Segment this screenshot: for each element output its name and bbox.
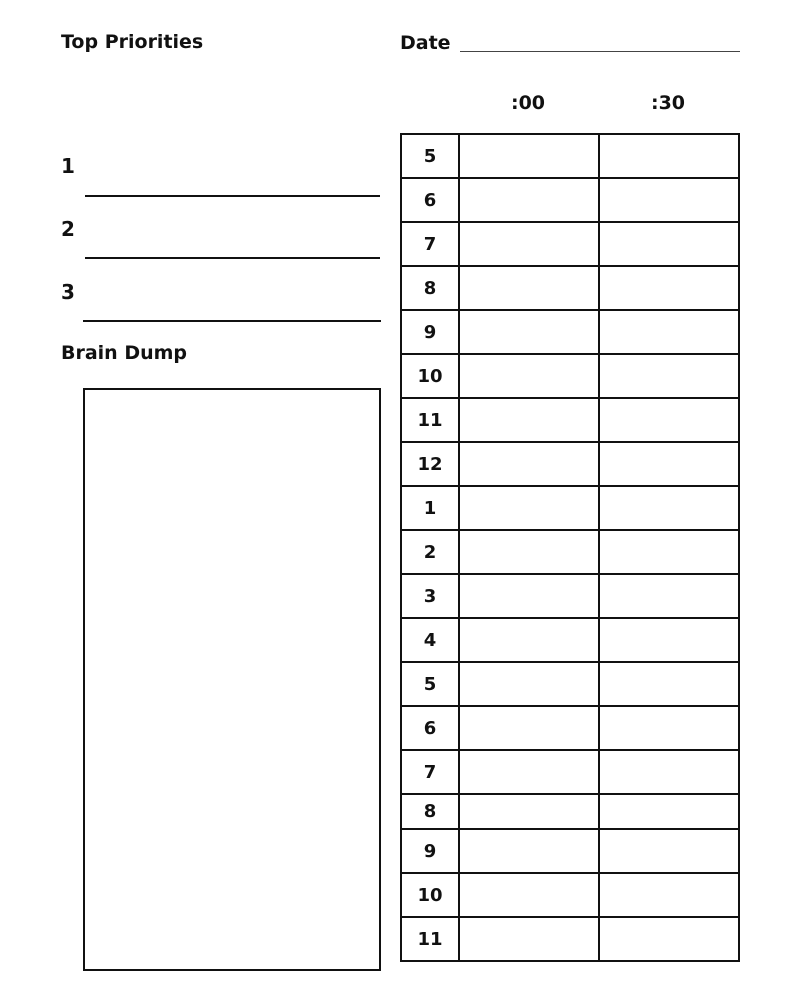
priority-line-2[interactable] — [85, 257, 380, 259]
slot-30-cell[interactable] — [599, 829, 739, 873]
hour-label: 7 — [401, 222, 459, 266]
schedule-table — [400, 133, 740, 962]
priority-line-3[interactable] — [83, 320, 381, 322]
schedule-row — [401, 486, 739, 530]
priority-line-1[interactable] — [85, 195, 380, 197]
slot-00-cell[interactable] — [459, 618, 599, 662]
date-field[interactable] — [460, 51, 740, 52]
schedule-row — [401, 530, 739, 574]
slot-30-cell[interactable] — [599, 794, 739, 829]
slot-30-cell[interactable] — [599, 706, 739, 750]
hour-label: 10 — [401, 873, 459, 917]
schedule-row — [401, 750, 739, 794]
hour-label: 11 — [401, 917, 459, 961]
slot-00-cell[interactable] — [459, 266, 599, 310]
schedule-row — [401, 354, 739, 398]
schedule-row — [401, 310, 739, 354]
slot-30-cell[interactable] — [599, 134, 739, 178]
slot-30-cell[interactable] — [599, 917, 739, 961]
slot-30-cell[interactable] — [599, 398, 739, 442]
schedule-row — [401, 618, 739, 662]
hour-label: 4 — [401, 618, 459, 662]
hour-label: 6 — [401, 178, 459, 222]
hour-label: 10 — [401, 354, 459, 398]
slot-00-cell[interactable] — [459, 917, 599, 961]
schedule-row — [401, 662, 739, 706]
schedule-row — [401, 706, 739, 750]
hour-label: 2 — [401, 530, 459, 574]
slot-00-cell[interactable] — [459, 442, 599, 486]
hour-label: 12 — [401, 442, 459, 486]
priority-number-1: 1 — [61, 154, 75, 178]
column-header-00: :00 — [510, 92, 546, 114]
schedule-row — [401, 134, 739, 178]
schedule-row — [401, 829, 739, 873]
slot-30-cell[interactable] — [599, 310, 739, 354]
hour-label: 7 — [401, 750, 459, 794]
hour-label: 6 — [401, 706, 459, 750]
slot-00-cell[interactable] — [459, 662, 599, 706]
slot-00-cell[interactable] — [459, 873, 599, 917]
schedule-row — [401, 574, 739, 618]
slot-00-cell[interactable] — [459, 354, 599, 398]
hour-label: 8 — [401, 794, 459, 829]
slot-00-cell[interactable] — [459, 574, 599, 618]
priority-number-2: 2 — [61, 217, 75, 241]
schedule-row — [401, 178, 739, 222]
slot-30-cell[interactable] — [599, 873, 739, 917]
top-priorities-title: Top Priorities — [61, 31, 204, 53]
slot-30-cell[interactable] — [599, 574, 739, 618]
hour-label: 1 — [401, 486, 459, 530]
brain-dump-box[interactable] — [83, 388, 381, 971]
schedule-row — [401, 398, 739, 442]
slot-00-cell[interactable] — [459, 486, 599, 530]
slot-30-cell[interactable] — [599, 530, 739, 574]
brain-dump-title: Brain Dump — [61, 342, 188, 364]
slot-00-cell[interactable] — [459, 398, 599, 442]
hour-label: 5 — [401, 662, 459, 706]
slot-30-cell[interactable] — [599, 662, 739, 706]
hour-label: 3 — [401, 574, 459, 618]
slot-30-cell[interactable] — [599, 354, 739, 398]
hour-label: 8 — [401, 266, 459, 310]
slot-30-cell[interactable] — [599, 178, 739, 222]
slot-30-cell[interactable] — [599, 750, 739, 794]
slot-00-cell[interactable] — [459, 222, 599, 266]
schedule-row — [401, 917, 739, 961]
column-header-30: :30 — [650, 92, 686, 114]
slot-30-cell[interactable] — [599, 222, 739, 266]
slot-00-cell[interactable] — [459, 706, 599, 750]
slot-00-cell[interactable] — [459, 530, 599, 574]
hour-label: 9 — [401, 310, 459, 354]
schedule-row — [401, 794, 739, 829]
schedule-row — [401, 442, 739, 486]
slot-00-cell[interactable] — [459, 829, 599, 873]
slot-30-cell[interactable] — [599, 442, 739, 486]
slot-00-cell[interactable] — [459, 178, 599, 222]
schedule-row — [401, 873, 739, 917]
date-label: Date — [400, 32, 451, 54]
hour-label: 9 — [401, 829, 459, 873]
schedule-row — [401, 222, 739, 266]
slot-00-cell[interactable] — [459, 794, 599, 829]
hour-label: 11 — [401, 398, 459, 442]
priority-number-3: 3 — [61, 280, 75, 304]
slot-30-cell[interactable] — [599, 486, 739, 530]
slot-00-cell[interactable] — [459, 310, 599, 354]
slot-00-cell[interactable] — [459, 134, 599, 178]
hour-label: 5 — [401, 134, 459, 178]
slot-30-cell[interactable] — [599, 266, 739, 310]
slot-30-cell[interactable] — [599, 618, 739, 662]
slot-00-cell[interactable] — [459, 750, 599, 794]
schedule-row — [401, 266, 739, 310]
